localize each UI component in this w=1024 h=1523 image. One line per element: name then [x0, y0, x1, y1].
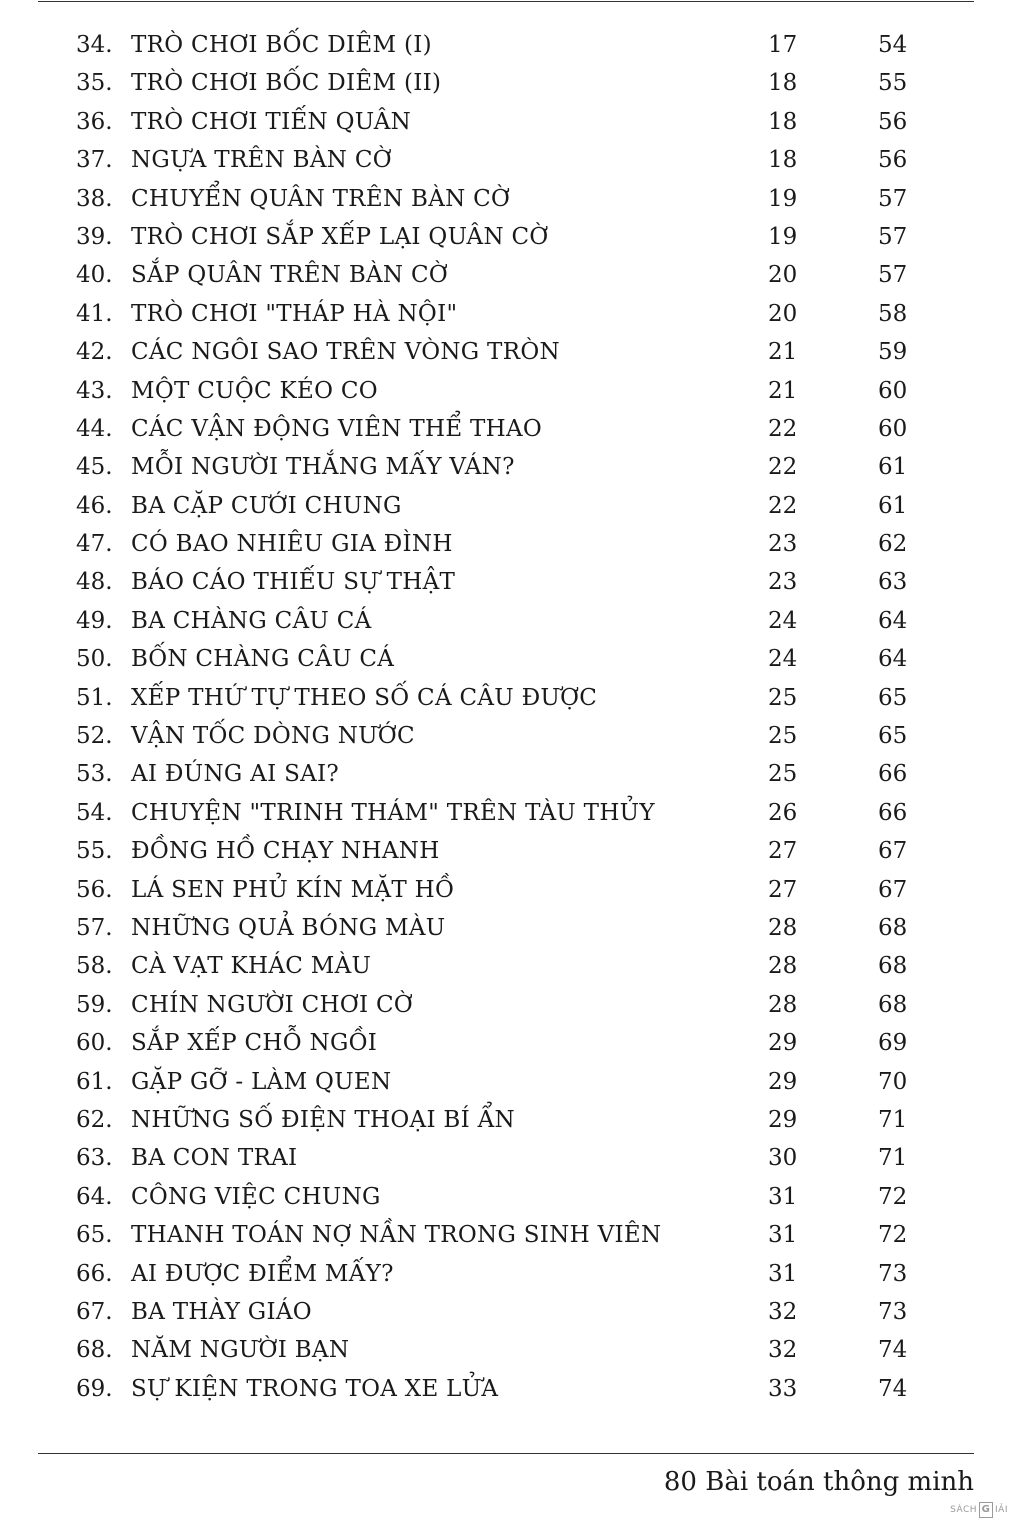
entry-title: CÀ VẠT KHÁC MÀU: [131, 953, 372, 980]
entry-problem-page: 32: [768, 1337, 798, 1364]
entry-solution-page: 61: [878, 454, 908, 481]
entry-solution-page: 72: [878, 1183, 908, 1210]
entry-number: 36.: [76, 108, 113, 135]
entry-problem-page: 25: [768, 761, 798, 788]
entry-solution-page: 58: [878, 300, 908, 327]
entry-problem-page: 26: [768, 799, 798, 826]
entry-number: 39.: [76, 223, 113, 250]
entry-number: 55.: [76, 838, 113, 865]
entry-problem-page: 31: [768, 1183, 798, 1210]
entry-problem-page: 29: [768, 1106, 798, 1133]
entry-solution-page: 70: [878, 1068, 908, 1095]
toc-entry[interactable]: [0, 410, 1024, 448]
entry-title: TRÒ CHƠI BỐC DIÊM (I): [131, 32, 432, 58]
entry-solution-page: 68: [878, 953, 908, 980]
entry-number: 57.: [76, 914, 113, 941]
entry-solution-page: 56: [878, 147, 908, 174]
watermark-text-right: IẢI: [995, 1505, 1008, 1515]
entry-problem-page: 17: [768, 32, 798, 58]
entry-title: GẶP GỠ - LÀM QUEN: [131, 1068, 392, 1095]
toc-entry[interactable]: [0, 448, 1024, 486]
entry-title: SẮP QUÂN TRÊN BÀN CỜ: [131, 262, 449, 289]
entry-number: 59.: [76, 991, 113, 1018]
entry-title: TRÒ CHƠI SẮP XẾP LẠI QUÂN CỜ: [131, 223, 549, 250]
entry-number: 42.: [76, 339, 113, 366]
toc-entry[interactable]: [0, 909, 1024, 947]
running-footer-book-title: 80 Bài toán thông minh: [663, 1467, 974, 1497]
entry-problem-page: 33: [768, 1375, 798, 1402]
toc-entry[interactable]: [0, 832, 1024, 870]
toc-entry[interactable]: [0, 1139, 1024, 1177]
entry-number: 40.: [76, 262, 113, 289]
entry-problem-page: 31: [768, 1222, 798, 1249]
entry-title: CÁC VẬN ĐỘNG VIÊN THỂ THAO: [131, 415, 543, 442]
watermark-text-left: SÁCH: [950, 1505, 978, 1515]
toc-entry[interactable]: [0, 794, 1024, 832]
entry-title: SỰ KIỆN TRONG TOA XE LỬA: [131, 1375, 499, 1402]
entry-number: 35.: [76, 70, 113, 97]
entry-title: TRÒ CHƠI TIẾN QUÂN: [131, 108, 412, 135]
toc-entry[interactable]: [0, 602, 1024, 640]
entry-number: 56.: [76, 876, 113, 903]
entry-title: CÓ BAO NHIÊU GIA ĐÌNH: [131, 531, 453, 558]
entry-solution-page: 65: [878, 684, 908, 711]
entry-solution-page: 71: [878, 1106, 908, 1133]
entry-title: SẮP XẾP CHỖ NGỒI: [131, 1030, 378, 1057]
table-of-contents: [0, 26, 1024, 1408]
entry-solution-page: 54: [878, 32, 908, 58]
toc-entry[interactable]: [0, 333, 1024, 371]
entry-number: 49.: [76, 607, 113, 634]
entry-number: 63.: [76, 1145, 113, 1172]
entry-title: BỐN CHÀNG CÂU CÁ: [131, 646, 395, 673]
entry-title: TRÒ CHƠI "THÁP HÀ NỘI": [131, 300, 458, 327]
entry-problem-page: 25: [768, 684, 798, 711]
watermark-logo-box: G: [979, 1502, 993, 1518]
entry-problem-page: 20: [768, 262, 798, 289]
entry-problem-page: 18: [768, 108, 798, 135]
entry-problem-page: 18: [768, 147, 798, 174]
entry-title: THANH TOÁN NỢ NẦN TRONG SINH VIÊN: [131, 1222, 662, 1249]
entry-number: 47.: [76, 531, 113, 558]
entry-solution-page: 67: [878, 876, 908, 903]
entry-solution-page: 66: [878, 799, 908, 826]
toc-entry[interactable]: [0, 256, 1024, 294]
toc-entry[interactable]: [0, 1178, 1024, 1216]
entry-number: 46.: [76, 492, 113, 519]
entry-solution-page: 73: [878, 1260, 908, 1287]
toc-entry[interactable]: [0, 103, 1024, 141]
entry-solution-page: 55: [878, 70, 908, 97]
toc-entry[interactable]: [0, 180, 1024, 218]
entry-number: 61.: [76, 1068, 113, 1095]
entry-solution-page: 64: [878, 646, 908, 673]
entry-solution-page: 65: [878, 723, 908, 750]
toc-entry[interactable]: [0, 1293, 1024, 1331]
toc-entry[interactable]: [0, 525, 1024, 563]
entry-number: 66.: [76, 1260, 113, 1287]
entry-number: 69.: [76, 1375, 113, 1402]
entry-title: BA THÀY GIÁO: [131, 1298, 312, 1325]
toc-entry[interactable]: [0, 1101, 1024, 1139]
publisher-watermark: [950, 1500, 1008, 1520]
toc-entry[interactable]: [0, 986, 1024, 1024]
entry-problem-page: 28: [768, 914, 798, 941]
entry-title: NĂM NGƯỜI BẠN: [131, 1337, 350, 1364]
entry-title: CÔNG VIỆC CHUNG: [131, 1183, 381, 1210]
entry-title: CHUYỂN QUÂN TRÊN BÀN CỜ: [131, 185, 511, 212]
entry-problem-page: 19: [768, 185, 798, 212]
entry-number: 60.: [76, 1030, 113, 1057]
toc-entry[interactable]: [0, 1216, 1024, 1254]
entry-solution-page: 57: [878, 185, 908, 212]
entry-number: 44.: [76, 415, 113, 442]
toc-entry[interactable]: [0, 487, 1024, 525]
entry-number: 68.: [76, 1337, 113, 1364]
entry-number: 41.: [76, 300, 113, 327]
entry-number: 43.: [76, 377, 113, 404]
entry-title: MỖI NGƯỜI THẮNG MẤY VÁN?: [131, 454, 515, 481]
entry-solution-page: 69: [878, 1030, 908, 1057]
toc-entry[interactable]: [0, 755, 1024, 793]
toc-entry[interactable]: [0, 679, 1024, 717]
entry-title: CÁC NGÔI SAO TRÊN VÒNG TRÒN: [131, 339, 560, 366]
entry-title: AI ĐÚNG AI SAI?: [131, 761, 340, 788]
entry-problem-page: 25: [768, 723, 798, 750]
entry-number: 53.: [76, 761, 113, 788]
entry-number: 51.: [76, 684, 113, 711]
entry-problem-page: 27: [768, 876, 798, 903]
entry-solution-page: 63: [878, 569, 908, 596]
top-rule: [38, 1, 974, 2]
entry-solution-page: 59: [878, 339, 908, 366]
entry-problem-page: 32: [768, 1298, 798, 1325]
entry-title: CHÍN NGƯỜI CHƠI CỜ: [131, 991, 414, 1018]
entry-solution-page: 64: [878, 607, 908, 634]
entry-number: 62.: [76, 1106, 113, 1133]
toc-entry[interactable]: [0, 64, 1024, 102]
entry-solution-page: 72: [878, 1222, 908, 1249]
entry-problem-page: 29: [768, 1068, 798, 1095]
toc-entry[interactable]: [0, 1331, 1024, 1369]
toc-entry[interactable]: [0, 26, 1024, 64]
toc-entry[interactable]: [0, 1255, 1024, 1293]
entry-solution-page: 60: [878, 415, 908, 442]
entry-solution-page: 74: [878, 1375, 908, 1402]
toc-entry[interactable]: [0, 372, 1024, 410]
bottom-rule: [38, 1453, 974, 1454]
toc-entry[interactable]: [0, 1370, 1024, 1408]
entry-problem-page: 28: [768, 953, 798, 980]
entry-title: ĐỒNG HỒ CHẠY NHANH: [131, 838, 440, 865]
entry-title: CHUYỆN "TRINH THÁM" TRÊN TÀU THỦY: [131, 799, 655, 826]
entry-number: 50.: [76, 646, 113, 673]
entry-problem-page: 24: [768, 607, 798, 634]
entry-solution-page: 71: [878, 1145, 908, 1172]
entry-number: 45.: [76, 454, 113, 481]
toc-entry[interactable]: [0, 563, 1024, 601]
entry-number: 48.: [76, 569, 113, 596]
toc-entry[interactable]: [0, 947, 1024, 985]
entry-title: NHỮNG QUẢ BÓNG MÀU: [131, 914, 446, 941]
entry-problem-page: 20: [768, 300, 798, 327]
entry-problem-page: 27: [768, 838, 798, 865]
entry-solution-page: 67: [878, 838, 908, 865]
entry-number: 34.: [76, 32, 113, 58]
entry-title: BÁO CÁO THIẾU SỰ THẬT: [131, 569, 456, 596]
entry-solution-page: 61: [878, 492, 908, 519]
entry-problem-page: 22: [768, 492, 798, 519]
toc-entry[interactable]: [0, 141, 1024, 179]
toc-entry[interactable]: [0, 1024, 1024, 1062]
toc-entry[interactable]: [0, 1063, 1024, 1101]
entry-problem-page: 24: [768, 646, 798, 673]
entry-solution-page: 73: [878, 1298, 908, 1325]
entry-problem-page: 31: [768, 1260, 798, 1287]
entry-title: TRÒ CHƠI BỐC DIÊM (II): [131, 70, 442, 97]
entry-problem-page: 23: [768, 569, 798, 596]
entry-problem-page: 21: [768, 377, 798, 404]
entry-title: BA CẶP CƯỚI CHUNG: [131, 492, 402, 519]
toc-entry[interactable]: [0, 640, 1024, 678]
entry-problem-page: 19: [768, 223, 798, 250]
entry-problem-page: 30: [768, 1145, 798, 1172]
entry-number: 54.: [76, 799, 113, 826]
entry-solution-page: 60: [878, 377, 908, 404]
entry-title: VẬN TỐC DÒNG NƯỚC: [131, 723, 415, 750]
toc-entry[interactable]: [0, 218, 1024, 256]
entry-solution-page: 74: [878, 1337, 908, 1364]
entry-problem-page: 18: [768, 70, 798, 97]
entry-title: BA CON TRAI: [131, 1145, 298, 1172]
entry-number: 65.: [76, 1222, 113, 1249]
toc-entry[interactable]: [0, 295, 1024, 333]
entry-number: 67.: [76, 1298, 113, 1325]
entry-problem-page: 23: [768, 531, 798, 558]
entry-solution-page: 66: [878, 761, 908, 788]
entry-title: BA CHÀNG CÂU CÁ: [131, 607, 372, 634]
toc-entry[interactable]: [0, 717, 1024, 755]
entry-solution-page: 57: [878, 262, 908, 289]
entry-title: MỘT CUỘC KÉO CO: [131, 377, 378, 404]
entry-title: XẾP THỨ TỰ THEO SỐ CÁ CÂU ĐƯỢC: [131, 684, 598, 711]
entry-title: LÁ SEN PHỦ KÍN MẶT HỒ: [131, 876, 455, 903]
toc-entry[interactable]: [0, 871, 1024, 909]
entry-solution-page: 57: [878, 223, 908, 250]
entry-problem-page: 21: [768, 339, 798, 366]
entry-solution-page: 62: [878, 531, 908, 558]
entry-number: 37.: [76, 147, 113, 174]
entry-problem-page: 28: [768, 991, 798, 1018]
entry-solution-page: 68: [878, 991, 908, 1018]
entry-title: NHỮNG SỐ ĐIỆN THOẠI BÍ ẨN: [131, 1106, 515, 1133]
entry-title: AI ĐƯỢC ĐIỂM MẤY?: [131, 1260, 394, 1287]
entry-number: 58.: [76, 953, 113, 980]
entry-number: 38.: [76, 185, 113, 212]
entry-number: 64.: [76, 1183, 113, 1210]
entry-title: NGỰA TRÊN BÀN CỜ: [131, 147, 392, 174]
entry-problem-page: 22: [768, 415, 798, 442]
entry-number: 52.: [76, 723, 113, 750]
entry-solution-page: 56: [878, 108, 908, 135]
entry-problem-page: 29: [768, 1030, 798, 1057]
entry-solution-page: 68: [878, 914, 908, 941]
entry-problem-page: 22: [768, 454, 798, 481]
